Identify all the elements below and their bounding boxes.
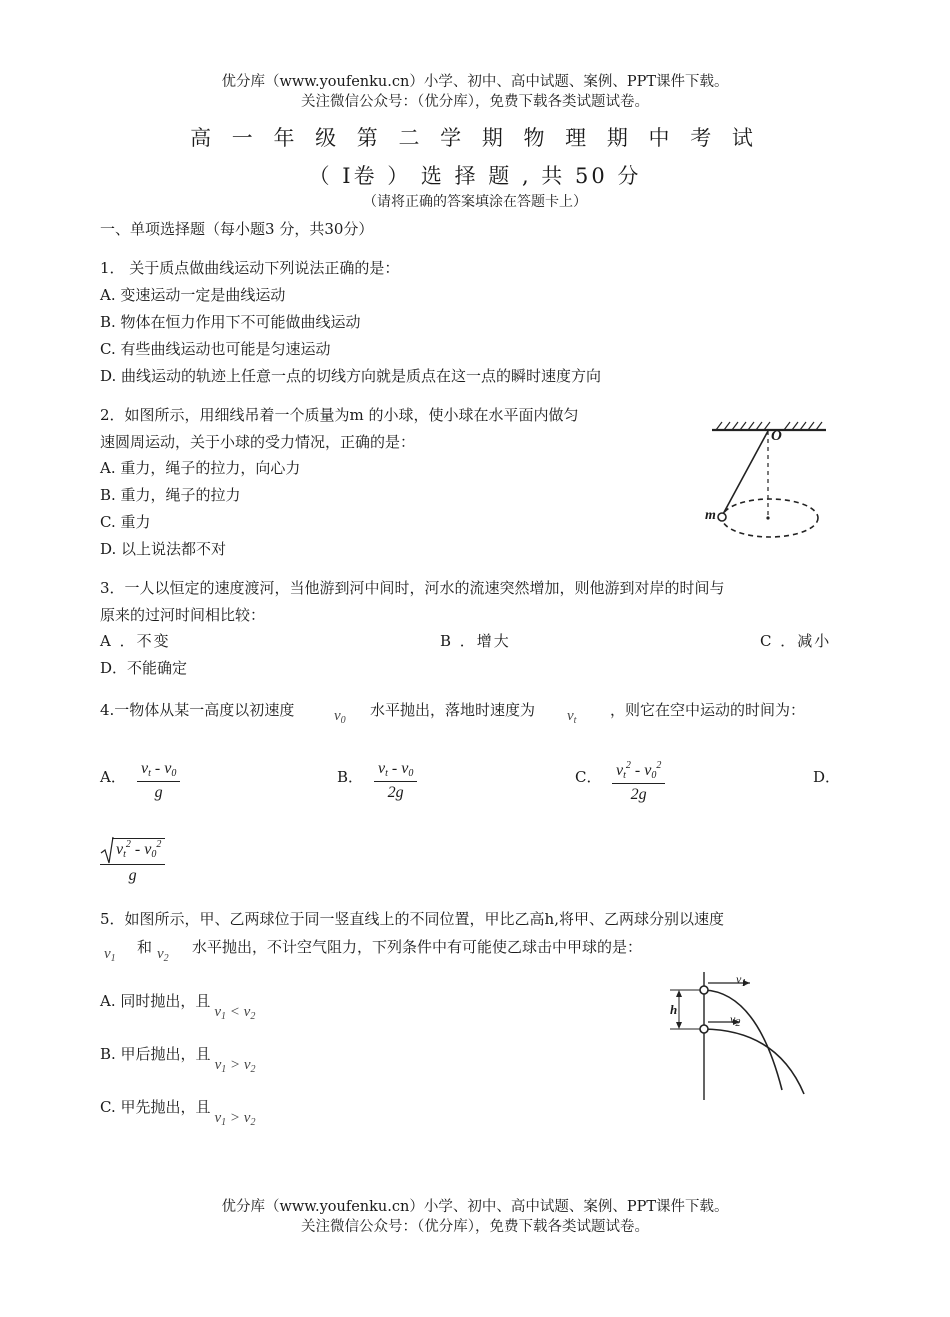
q3-option-a: A ．不变 [100,632,171,650]
q3-option-d: D．不能确定 [100,659,188,677]
fig-label-v1: $v_1$ [736,972,747,989]
q4-stem-part2: 水平抛出，落地时速度为 [370,701,536,719]
q4-v0-symbol: $v_0$ [334,708,346,726]
q1-option-c: C. 有些曲线运动也可能是匀速运动 [100,340,331,358]
q4-option-a-label: A． [100,768,126,786]
q5-option-c: C. 甲先抛出，且$v_1 > v_2$ [100,1098,256,1128]
conical-pendulum-figure [700,418,840,548]
q4-option-b-formula: $v_t - v_0$ 2g [374,760,417,802]
q3-stem-line1: 3．一人以恒定的速度渡河，当他游到河中间时，河水的流速突然增加，则他游到对岸的时间与 [100,579,725,597]
q2-stem-line1: 2．如图所示，用细线吊着一个质量为m 的小球，使小球在水平面内做匀 [100,406,579,424]
q4-option-c-formula: $v_t^2 - v_0^2$ 2g [612,760,665,804]
q4-vt-symbol: $v_t$ [567,708,577,726]
q5-option-b: B. 甲后抛出，且$v_1 > v_2$ [100,1045,256,1075]
q3-stem-line2: 原来的过河时间相比较： [100,606,266,624]
fig-label-v2: $v_2$ [730,1012,741,1029]
q5-v1-symbol: $v_1$ [104,946,116,964]
q5-v2-symbol: $v_2$ [157,946,169,964]
q4-stem-part1: 4.一物体从某一高度以初速度 [100,701,295,719]
q1-stem: 1． 关于质点做曲线运动下列说法正确的是： [100,259,400,277]
q3-option-c: C ．减小 [760,632,832,650]
fig-label-h: h [670,1002,678,1017]
site-footer-line2: 关注微信公众号：（优分库），免费下载各类试题试卷。 [301,1219,649,1235]
site-header-line1: 优分库（www.youfenku.cn）小学、初中、高中试题、案例、PPT课件下载。 [221,74,729,90]
exam-subtitle: （ I卷 ） 选 择 题 , 共 50 分 [308,164,642,188]
q2-stem-line2: 速圆周运动，关于小球的受力情况，正确的是： [100,433,416,451]
site-footer-line1: 优分库（www.youfenku.cn）小学、初中、高中试题、案例、PPT课件下载。 [221,1199,729,1215]
q4-option-d-label: D． [813,768,841,786]
q2-option-d: D. 以上说法都不对 [100,540,227,558]
site-header-line2: 关注微信公众号：（优分库），免费下载各类试题试卷。 [301,94,649,110]
q5-and: 和 [137,938,153,956]
q4-option-c-label: C． [575,768,602,786]
fig-label-m: m [705,508,716,523]
q4-option-d-formula: $v_t^2 - v_0^2$ g [100,838,165,885]
q2-option-a: A. 重力，绳子的拉力，向心力 [100,459,301,477]
q2-option-b: B. 重力，绳子的拉力 [100,486,241,504]
projectile-figure [662,970,812,1105]
q2-option-c: C. 重力 [100,513,151,531]
exam-note: （请将正确的答案填涂在答题卡上） [363,194,587,210]
q1-option-d: D. 曲线运动的轨迹上任意一点的切线方向就是质点在这一点的瞬时速度方向 [100,367,602,385]
q5-stem-line1: 5．如图所示，甲、乙两球位于同一竖直线上的不同位置，甲比乙高h,将甲、乙两球分别以速度 [100,910,724,928]
q1-option-a: A. 变速运动一定是曲线运动 [100,286,286,304]
q5-stem-line2: 水平抛出，不计空气阻力，下列条件中有可能使乙球击中甲球的是： [192,938,643,956]
q4-option-a-formula: $v_t - v_0$ g [137,760,180,802]
q5-option-a: A. 同时抛出，且$v_1 < v_2$ [100,992,256,1022]
exam-title: 高 一 年 级 第 二 学 期 物 理 期 中 考 试 [190,126,760,150]
q3-option-b: B ．增大 [440,632,511,650]
fig-label-o: O [771,428,782,444]
q4-option-b-label: B． [337,768,364,786]
q1-option-b: B. 物体在恒力作用下不可能做曲线运动 [100,313,361,331]
section-heading: 一、单项选择题（每小题3 分，共30分） [100,220,374,238]
q4-stem-part3: ，则它在空中运动的时间为： [610,701,806,719]
sqrt-sign-icon [100,836,116,866]
